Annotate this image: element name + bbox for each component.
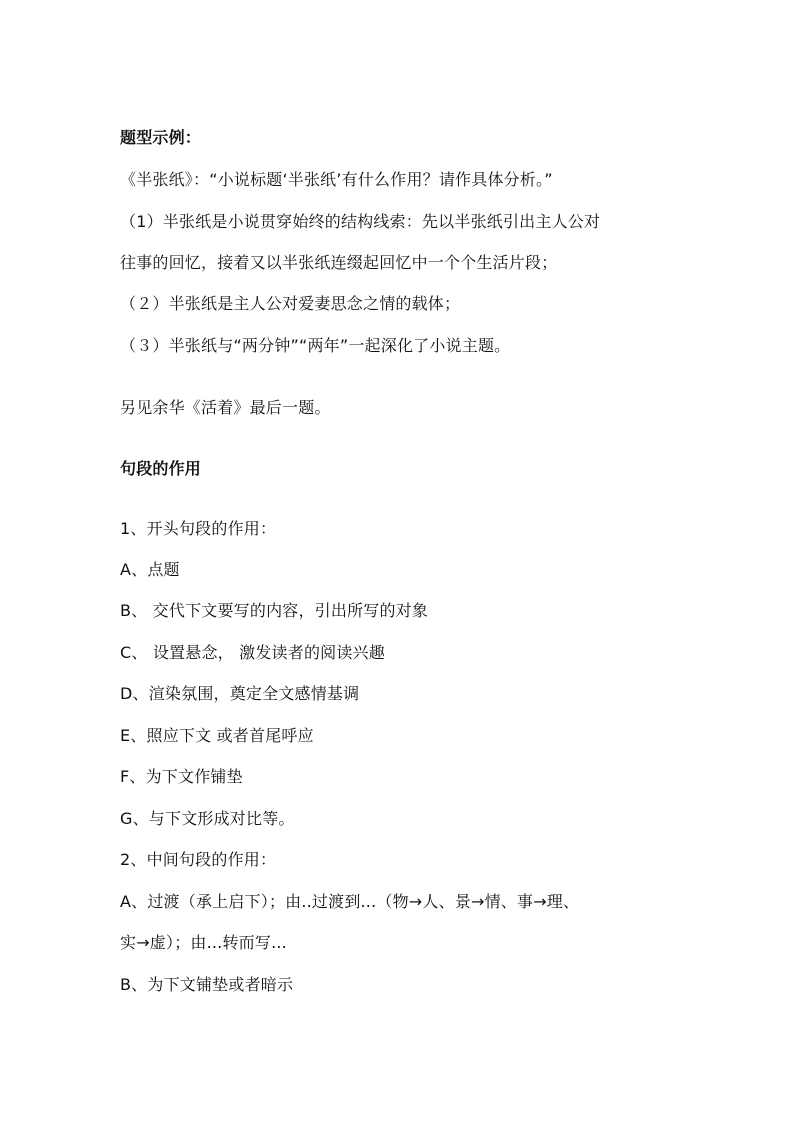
list-item: F、为下文作铺垫 bbox=[120, 767, 243, 786]
example-line: （３）半张纸与“两分钟”“两年”一起深化了小说主题。 bbox=[120, 336, 511, 355]
list-item: 实→虚）；由...转而写... bbox=[120, 933, 287, 952]
list-item: E、照应下文 或者首尾呼应 bbox=[120, 726, 314, 745]
opening-heading: 1、开头句段的作用： bbox=[120, 519, 277, 538]
middle-heading: 2、中间句段的作用： bbox=[120, 850, 277, 869]
section-title: 句段的作用 bbox=[120, 459, 202, 478]
list-item: C、 设置悬念， 激发读者的阅读兴趣 bbox=[120, 643, 385, 662]
see-also-note: 另见余华《活着》最后一题。 bbox=[120, 398, 331, 417]
list-item: G、与下文形成对比等。 bbox=[120, 809, 295, 828]
example-line: 往事的回忆，接着又以半张纸连缀起回忆中一个个生活片段； bbox=[120, 253, 558, 272]
list-item: A、点题 bbox=[120, 560, 180, 579]
list-item: D、渲染氛围，奠定全文感情基调 bbox=[120, 684, 360, 703]
example-line: （1）半张纸是小说贯穿始终的结构线索：先以半张纸引出主人公对 bbox=[120, 212, 601, 231]
list-item: B、 交代下文要写的内容，引出所写的对象 bbox=[120, 601, 429, 620]
example-line: 《半张纸》：“小说标题‘半张纸’有什么作用？请作具体分析。” bbox=[120, 170, 553, 189]
list-item: B、为下文铺垫或者暗示 bbox=[120, 975, 294, 994]
example-line: （２）半张纸是主人公对爱妻思念之情的载体； bbox=[120, 294, 461, 313]
list-item: A、过渡（承上启下）；由..过渡到...（物→人、景→情、事→理、 bbox=[120, 892, 580, 911]
example-heading: 题型示例： bbox=[120, 128, 202, 147]
